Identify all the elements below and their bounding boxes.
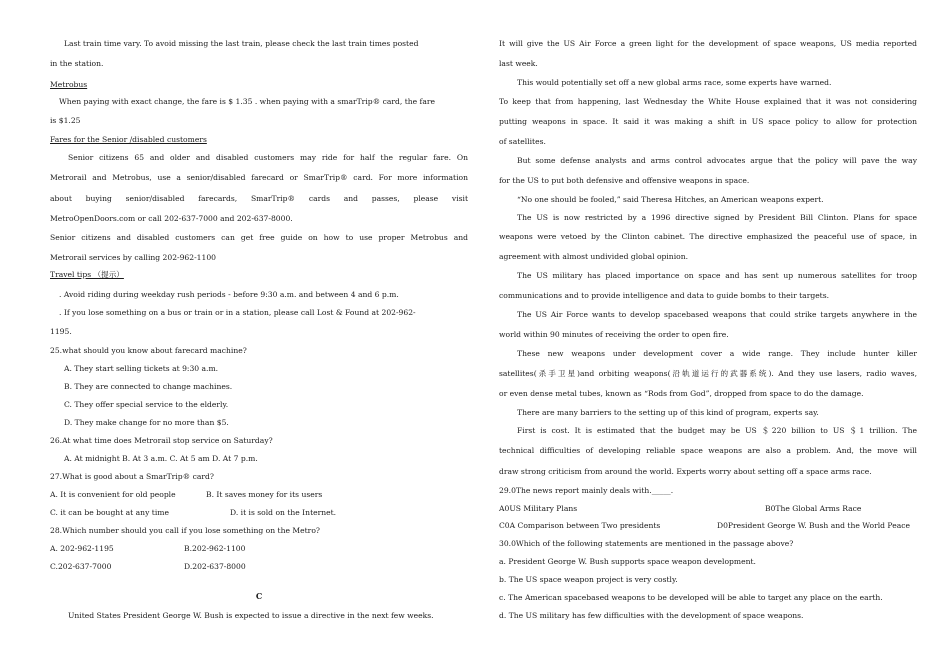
transit-text: Senior citizens 65 and older and disabled customers may ride for half the regular fare. On	[68, 153, 468, 162]
transit-text: in the station.	[50, 59, 104, 68]
statement-item: b. The US space weapon project is very costly.	[499, 575, 678, 584]
option-item: C. They offer special service to the elderly.	[64, 400, 229, 409]
section-heading-metrobus: Metrobus	[50, 80, 88, 89]
passage-text: The US is now restricted by a 1996 directive signed by President Bill Clinton. Plans for space	[517, 213, 917, 222]
option-item: C0A Comparison between Two presidents	[499, 521, 661, 530]
passage-text: last week.	[499, 59, 538, 68]
passage-text: To keep that from happening, last Wednesday the White House explained that it was not considering	[499, 97, 917, 106]
passage-text: of satellites.	[499, 137, 546, 146]
passage-label-c: C	[255, 591, 263, 601]
option-row: A. At midnight B. At 3 a.m. C. At 5 am D. At 7 p.m.	[64, 454, 258, 463]
option-item: A. It is convenient for old people	[50, 490, 176, 499]
option-item: D.202-637-8000	[184, 562, 246, 571]
option-item: A0US Military Plans	[499, 504, 578, 513]
passage-text: There are many barriers to the setting up of this kind of program, experts say.	[517, 408, 819, 417]
tip-item: . Avoid riding during weekday rush periods - before 9:30 a.m. and between 4 and 6 p.m.	[59, 290, 399, 299]
passage-text: for the US to put both defensive and offensive weapons in space.	[499, 176, 750, 185]
transit-text: Metrorail services by calling 202-962-1100	[50, 253, 216, 262]
passage-text: weapons were vetoed by the Clinton cabinet. The directive emphasized the peaceful use of space, in	[499, 232, 917, 241]
question-26: 26.At what time does Metrorail stop service on Saturday?	[50, 436, 273, 445]
question-30: 30.0Which of the following statements are mentioned in the passage above?	[499, 539, 794, 548]
transit-text: MetroOpenDoors.com or call 202-637-7000 and 202-637-8000.	[50, 214, 293, 223]
passage-text: world within 90 minutes of receiving the order to open fire.	[499, 330, 729, 339]
passage-text: or even dense metal tubes, known as “Rods from God”, dropped from space to do the damage.	[499, 389, 864, 398]
passage-text: The US military has placed importance on space and has sent up numerous satellites for troop	[517, 271, 917, 280]
passage-text: These new weapons under development cover a wide range. They include hunter killer	[517, 349, 917, 358]
option-item: A. 202-962-1195	[50, 544, 114, 553]
option-item: D. They make change for no more than $5.	[64, 418, 229, 427]
question-29: 29.0The news report mainly deals with._____.	[499, 486, 674, 495]
option-item: B. They are connected to change machines.	[64, 382, 233, 391]
question-28: 28.Which number should you call if you lose something on the Metro?	[50, 526, 320, 535]
statement-item: c. The American spacebased weapons to be developed will be able to target any place on the earth.	[499, 593, 883, 602]
passage-text: The US Air Force wants to develop spacebased weapons that could strike targets anywhere in the	[517, 310, 917, 319]
option-item: B. It saves money for its users	[206, 490, 323, 499]
statement-item: d. The US military has few difficulties with the development of space weapons.	[499, 611, 804, 620]
option-item: A. They start selling tickets at 9:30 a.m.	[64, 364, 219, 373]
question-27: 27.What is good about a SmarTrip® card?	[50, 472, 214, 481]
option-item: D. it is sold on the Internet.	[230, 508, 337, 517]
passage-text: But some defense analysts and arms control advocates argue that the policy will pave the way	[517, 156, 917, 165]
option-item: C. it can be bought at any time	[50, 508, 169, 517]
passage-text: First is cost. It is estimated that the budget may be US ＄220 billion to US ＄1 trillion. The	[517, 426, 917, 435]
passage-text: agreement with almost undivided global opinion.	[499, 252, 689, 261]
option-item: B.202-962-1100	[184, 544, 246, 553]
transit-text: Last train time vary. To avoid missing the last train, please check the last train times posted	[64, 39, 419, 48]
statement-item: a. President George W. Bush supports space weapon development.	[499, 557, 756, 566]
transit-text: When paying with exact change, the fare is $ 1.35 . when paying with a smarTrip® card, the fare	[59, 97, 436, 106]
transit-text: Senior citizens and disabled customers can get free guide on how to use proper Metrobus and	[50, 233, 468, 242]
transit-text: Metrorail and Metrobus, use a senior/disabled farecard or SmarTrip® card. For more information	[50, 173, 468, 182]
passage-text: “No one should be fooled,” said Theresa Hitches, an American weapons expert.	[517, 195, 824, 204]
transit-text: 1195.	[50, 327, 72, 336]
section-heading-fares: Fares for the Senior /disabled customers	[50, 135, 207, 144]
transit-text: is $1.25	[50, 116, 81, 125]
tip-item: . If you lose something on a bus or train or in a station, please call Lost & Found at 202-962-	[59, 308, 416, 317]
question-25: 25.what should you know about farecard machine?	[50, 346, 247, 355]
transit-text: about buying senior/disabled farecards, SmarTrip® cards and passes, please visit	[50, 194, 468, 203]
passage-text: draw strong criticism from around the world. Experts worry about setting off a space arms race.	[499, 467, 872, 476]
passage-text: It will give the US Air Force a green light for the development of space weapons, US media reported	[499, 39, 917, 48]
option-item: D0President George W. Bush and the World Peace	[717, 521, 910, 530]
passage-text: satellites(杀手卫星)and orbiting weapons(沿轨道运行的武器系统). And they use lasers, radio waves,	[499, 369, 917, 378]
passage-text: technical difficulties of developing reliable space weapons are also a problem. And, the move will	[499, 446, 917, 455]
option-item: B0The Global Arms Race	[765, 504, 862, 513]
option-item: C.202-637-7000	[50, 562, 112, 571]
section-heading-travel-tips: Travel tips （提示）	[50, 270, 124, 279]
passage-text: communications and to provide intelligence and data to guide bombs to their targets.	[499, 291, 830, 300]
passage-text: United States President George W. Bush is expected to issue a directive in the next few weeks.	[68, 611, 434, 620]
passage-text: putting weapons in space. It said it was making a shift in US space policy to allow for protection	[499, 117, 917, 126]
passage-text: This would potentially set off a new global arms race, some experts have warned.	[517, 78, 832, 87]
